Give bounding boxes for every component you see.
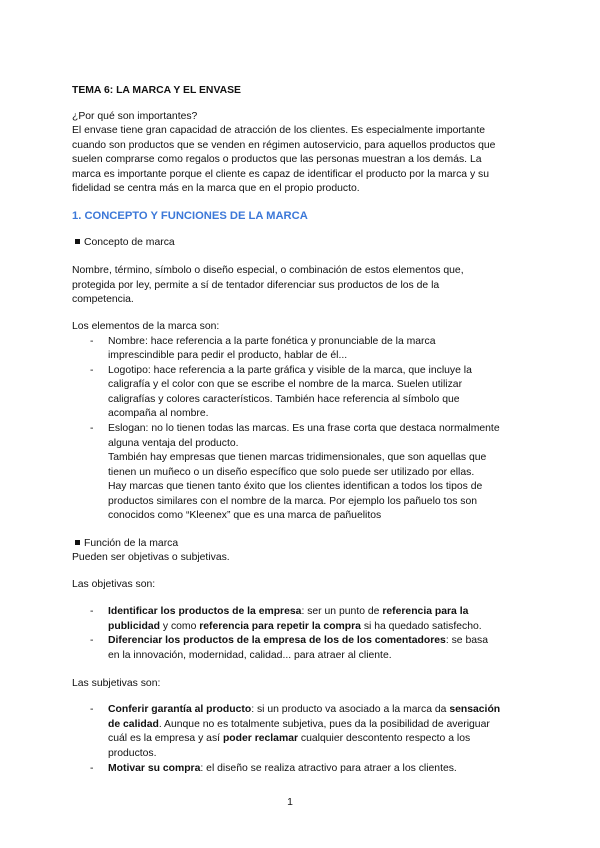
intro-line: fidelidad se centra más en la marca que en el propio producto. [72, 183, 360, 194]
document-title: TEMA 6: LA MARCA Y EL ENVASE [72, 85, 241, 96]
list-item-line: acompaña al nombre. [108, 408, 209, 419]
square-bullet-icon [75, 540, 80, 545]
bold-text: Motivar su compra [108, 763, 201, 774]
text-run: . Aunque no es totalmente subjetiva, pues da la posibilidad de averiguar [158, 719, 490, 730]
bold-text: publicidad [108, 621, 160, 632]
text-run: : el diseño se realiza atractivo para atraer a los clientes. [200, 763, 457, 774]
list-item-line: caligrafía y el color con que se escribe el nombre de la marca. Suelen utilizar [108, 379, 463, 390]
bold-text: Diferenciar los productos de la empresa de los de los comentadores [108, 635, 446, 646]
square-bullet-icon [75, 239, 80, 244]
list-item-line [108, 605, 468, 620]
list-item-line: También hay empresas que tienen marcas tridimensionales, que son aquellas que [108, 452, 487, 463]
list-item-line [108, 718, 490, 733]
text-run: cualquier descontento respecto a los [298, 733, 471, 744]
text-run: si ha quedado satisfecho. [360, 621, 482, 632]
bold-text: poder reclamar [222, 733, 299, 744]
list-dash: - [90, 365, 94, 376]
bold-text: Conferir garantía al producto [108, 704, 252, 715]
text-run: : ser un punto de [301, 606, 383, 617]
subjetivas-intro: Las subjetivas son: [72, 678, 161, 689]
concepto-line: protegida por ley, permite a sí de tentador diferenciar sus productos de los de la [72, 280, 440, 291]
list-item-line: Logotipo: hace referencia a la parte gráfica y visible de la marca, que incluye la [108, 365, 472, 376]
list-item-line: alguna ventaja del producto. [108, 438, 239, 449]
list-item-line: productos similares con el nombre de la marca. Por ejemplo los pañuelo tos son [108, 496, 478, 507]
intro-line: El envase tiene gran capacidad de atracción de los clientes. Es especialmente importante [72, 125, 485, 136]
list-item-line: en la innovación, modernidad, calidad... para atraer al cliente. [108, 650, 392, 661]
intro-line: suelen comprarse como regalos o productos que las personas muestran a los demás. La [72, 154, 482, 165]
funcion-bullet-row [75, 537, 178, 552]
bold-text: sensación [449, 704, 501, 715]
objetivas-intro: Las objetivas son: [72, 579, 156, 590]
bold-text: referencia para repetir la compra [199, 621, 361, 632]
concepto-bullet-row [75, 236, 175, 251]
concepto-line: competencia. [72, 294, 134, 305]
list-item-line [108, 703, 500, 718]
list-item-line [108, 620, 482, 635]
list-item-line: Nombre: hace referencia a la parte fonética y pronunciable de la marca [108, 336, 436, 347]
list-item-line [108, 634, 488, 649]
list-item-line: productos. [108, 748, 157, 759]
list-dash: - [90, 606, 94, 617]
bold-text: referencia para la [382, 606, 469, 617]
list-dash: - [90, 423, 94, 434]
text-run: : se basa [445, 635, 488, 646]
bold-text: de calidad [108, 719, 159, 730]
text-run: y como [159, 621, 200, 632]
concepto-bullet-label: Concepto de marca [84, 237, 175, 248]
section-heading: 1. CONCEPTO Y FUNCIONES DE LA MARCA [72, 210, 308, 222]
intro-line: cuando son productos que se venden en régimen autoservicio, para aquellos productos que [72, 140, 496, 151]
intro-line: marca es importante porque el cliente es capaz de identificar el producto por la marca y su [72, 169, 489, 180]
text-run: : si un producto va asociado a la marca da [251, 704, 450, 715]
list-item-line [108, 732, 470, 747]
elementos-intro: Los elementos de la marca son: [72, 321, 220, 332]
list-dash: - [90, 763, 94, 774]
list-dash: - [90, 635, 94, 646]
intro-question: ¿Por qué son importantes? [72, 111, 198, 122]
text-run: cuál es la empresa y así [108, 733, 223, 744]
funcion-bullet-label: Función de la marca [84, 538, 179, 549]
list-item-line: imprescindible para pedir el producto, hablar de él... [108, 350, 348, 361]
list-item-line: Eslogan: no lo tienen todas las marcas. Es una frase corta que destaca normalmente [108, 423, 500, 434]
list-item-line: tienen un muñeco o un diseño específico que solo puede ser utilizado por ellas. [108, 467, 475, 478]
concepto-line: Nombre, término, símbolo o diseño especial, o combinación de estos elementos que, [72, 265, 464, 276]
page-number: 1 [287, 797, 293, 808]
list-item-line: caligrafías y colores característicos. También hace referencia al símbolo que [108, 394, 460, 405]
funcion-line: Pueden ser objetivas o subjetivas. [72, 552, 230, 563]
list-item-line [108, 762, 457, 777]
list-dash: - [90, 336, 94, 347]
bold-text: Identificar los productos de la empresa [108, 606, 302, 617]
list-item-line: Hay marcas que tienen tanto éxito que los clientes identifican a todos los tipos de [108, 481, 483, 492]
list-dash: - [90, 704, 94, 715]
list-item-line: conocidos como “Kleenex” que es una marca de pañuelitos [108, 510, 382, 521]
